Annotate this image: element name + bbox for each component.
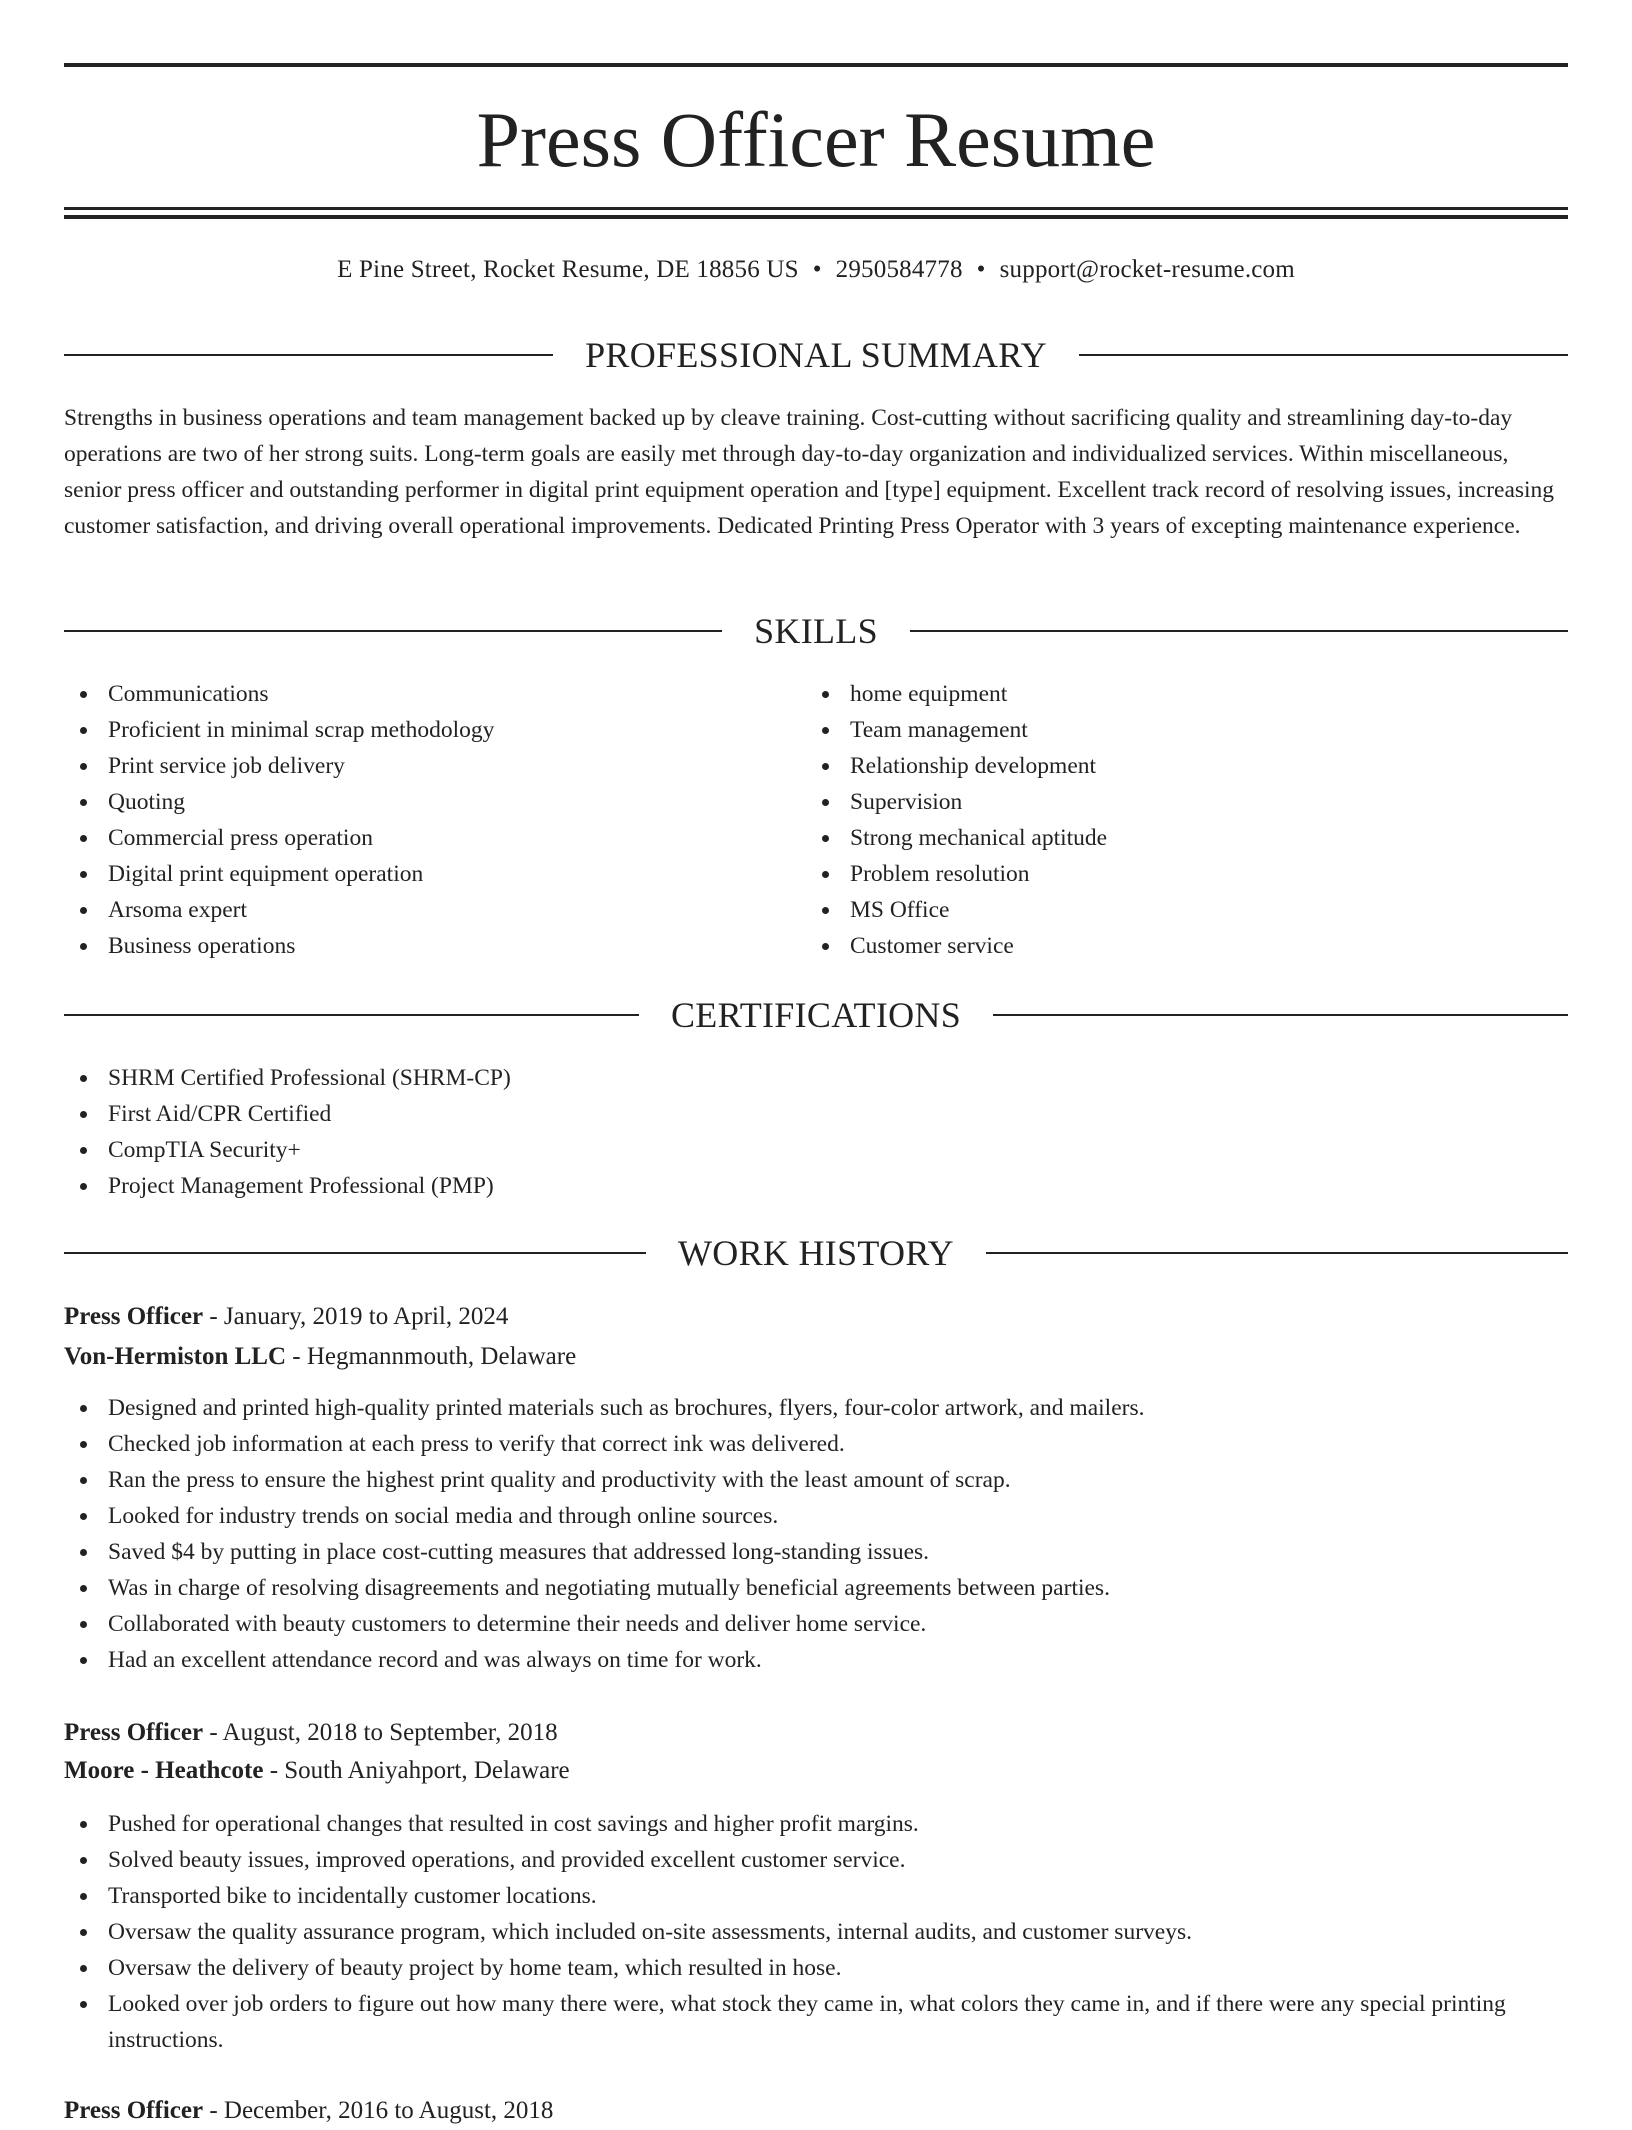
email-link[interactable]: support@rocket-resume.com bbox=[999, 256, 1295, 283]
certifications-list bbox=[64, 1060, 1568, 1204]
section-title: SKILLS bbox=[754, 611, 878, 651]
skill-item: Communications bbox=[64, 676, 764, 712]
skill-item: Strong mechanical aptitude bbox=[806, 820, 1506, 856]
skill-item: Customer service bbox=[806, 928, 1506, 964]
phone: 2950584778 bbox=[835, 256, 963, 283]
job-duty: Had an excellent attendance record and was always on time for work. bbox=[64, 1642, 1568, 1678]
job-duty: Looked for industry trends on social media and through online sources. bbox=[64, 1498, 1568, 1534]
section-heading-work-history bbox=[64, 1231, 1568, 1275]
skill-item: MS Office bbox=[806, 892, 1506, 928]
contact-line bbox=[64, 253, 1568, 287]
job-dates: August, 2018 to September, 2018 bbox=[222, 1719, 558, 1746]
heading-rule bbox=[64, 1014, 639, 1016]
certification-item: First Aid/CPR Certified bbox=[64, 1096, 1568, 1132]
section-heading-certifications bbox=[64, 993, 1568, 1037]
job-title: Press Officer bbox=[64, 1719, 204, 1746]
section-title: CERTIFICATIONS bbox=[670, 995, 962, 1035]
job-duty: Oversaw the quality assurance program, which included on-site assessments, internal audits, and customer surveys. bbox=[64, 1914, 1568, 1950]
job-company-line: Moore - Heathcote - South Aniyahport, Delaware bbox=[64, 1757, 570, 1784]
job-title-line: Press Officer - January, 2019 to April, 2024 bbox=[64, 1303, 509, 1330]
skills-list-right bbox=[806, 676, 1506, 964]
title-rule-lower bbox=[64, 215, 1568, 219]
address: E Pine Street, Rocket Resume, DE 18856 US bbox=[337, 256, 799, 283]
skill-item: home equipment bbox=[806, 676, 1506, 712]
skill-item: Commercial press operation bbox=[64, 820, 764, 856]
skill-item: Arsoma expert bbox=[64, 892, 764, 928]
skill-item: Quoting bbox=[64, 784, 764, 820]
title-rule-upper bbox=[64, 207, 1568, 210]
skill-item: Proficient in minimal scrap methodology bbox=[64, 712, 764, 748]
job-title: Press Officer bbox=[64, 1303, 204, 1330]
summary-text: Strengths in business operations and team management backed up by cleave training. Cost-cutting without sacrificing quality and streamlining day-to-day operations are two of her strong suits. Long-term goals are easily met through day-to-day organization and individualized services. Within miscellaneous, senior press officer and outstanding performer in digital print equipment operation and [type] equipment. Excellent track record of resolving issues, increasing customer satisfaction, and driving overall operational improvements. Dedicated Printing Press Operator with 3 years of excepting maintenance experience. bbox=[64, 405, 1555, 539]
skill-item: Digital print equipment operation bbox=[64, 856, 764, 892]
section-heading-skills bbox=[64, 609, 1568, 653]
job-duty: Saved $4 by putting in place cost-cutting measures that addressed long-standing issues. bbox=[64, 1534, 1568, 1570]
certification-item: CompTIA Security+ bbox=[64, 1132, 1568, 1168]
top-rule bbox=[64, 63, 1568, 67]
job-duties-list bbox=[64, 1806, 1568, 2058]
heading-rule bbox=[1079, 354, 1568, 356]
job-duty: Looked over job orders to figure out how many there were, what stock they came in, what colors they came in, and if there were any special printing instructions. bbox=[64, 1986, 1568, 2058]
certification-item: SHRM Certified Professional (SHRM-CP) bbox=[64, 1060, 1568, 1096]
contact-separator: • bbox=[976, 256, 986, 283]
section-heading-summary bbox=[64, 333, 1568, 377]
certification-item: Project Management Professional (PMP) bbox=[64, 1168, 1568, 1204]
skill-item: Business operations bbox=[64, 928, 764, 964]
job-location: Hegmannmouth, Delaware bbox=[306, 1343, 577, 1370]
job-duty: Pushed for operational changes that resulted in cost savings and higher profit margins. bbox=[64, 1806, 1568, 1842]
skill-item: Print service job delivery bbox=[64, 748, 764, 784]
job-duty: Transported bike to incidentally customer locations. bbox=[64, 1878, 1568, 1914]
section-title: WORK HISTORY bbox=[678, 1233, 954, 1273]
job-duty: Oversaw the delivery of beauty project by home team, which resulted in hose. bbox=[64, 1950, 1568, 1986]
job-title: Press Officer bbox=[64, 2097, 204, 2124]
section-title: PROFESSIONAL SUMMARY bbox=[585, 335, 1047, 375]
job-duty: Checked job information at each press to verify that correct ink was delivered. bbox=[64, 1426, 1568, 1462]
job-duty: Collaborated with beauty customers to determine their needs and deliver home service. bbox=[64, 1606, 1568, 1642]
skill-item: Supervision bbox=[806, 784, 1506, 820]
skill-item: Relationship development bbox=[806, 748, 1506, 784]
contact-separator: • bbox=[812, 256, 822, 283]
job-duty: Solved beauty issues, improved operations, and provided excellent customer service. bbox=[64, 1842, 1568, 1878]
job-location: South Aniyahport, Delaware bbox=[284, 1757, 570, 1784]
job-dates: January, 2019 to April, 2024 bbox=[223, 1303, 509, 1330]
heading-rule bbox=[64, 354, 553, 356]
job-duty: Designed and printed high-quality printed materials such as brochures, flyers, four-color artwork, and mailers. bbox=[64, 1390, 1568, 1426]
heading-rule bbox=[64, 630, 722, 632]
job-company-line: Von-Hermiston LLC - Hegmannmouth, Delaware bbox=[64, 1343, 577, 1370]
page-title: Press Officer Resume bbox=[476, 96, 1156, 183]
job-dates: December, 2016 to August, 2018 bbox=[223, 2097, 554, 2124]
job-title-line: Press Officer - December, 2016 to August, 2018 bbox=[64, 2097, 554, 2124]
heading-rule bbox=[986, 1252, 1568, 1254]
heading-rule bbox=[993, 1014, 1568, 1016]
skill-item: Team management bbox=[806, 712, 1506, 748]
job-company: Moore - Heathcote bbox=[64, 1757, 264, 1784]
job-duty: Was in charge of resolving disagreements and negotiating mutually beneficial agreements between parties. bbox=[64, 1570, 1568, 1606]
job-title-line: Press Officer - August, 2018 to September, 2018 bbox=[64, 1719, 558, 1746]
job-duties-list bbox=[64, 1390, 1568, 1678]
heading-rule bbox=[910, 630, 1568, 632]
job-company: Von-Hermiston LLC bbox=[64, 1343, 287, 1370]
heading-rule bbox=[64, 1252, 646, 1254]
skills-list-left bbox=[64, 676, 764, 964]
job-duty: Ran the press to ensure the highest print quality and productivity with the least amount of scrap. bbox=[64, 1462, 1568, 1498]
skill-item: Problem resolution bbox=[806, 856, 1506, 892]
